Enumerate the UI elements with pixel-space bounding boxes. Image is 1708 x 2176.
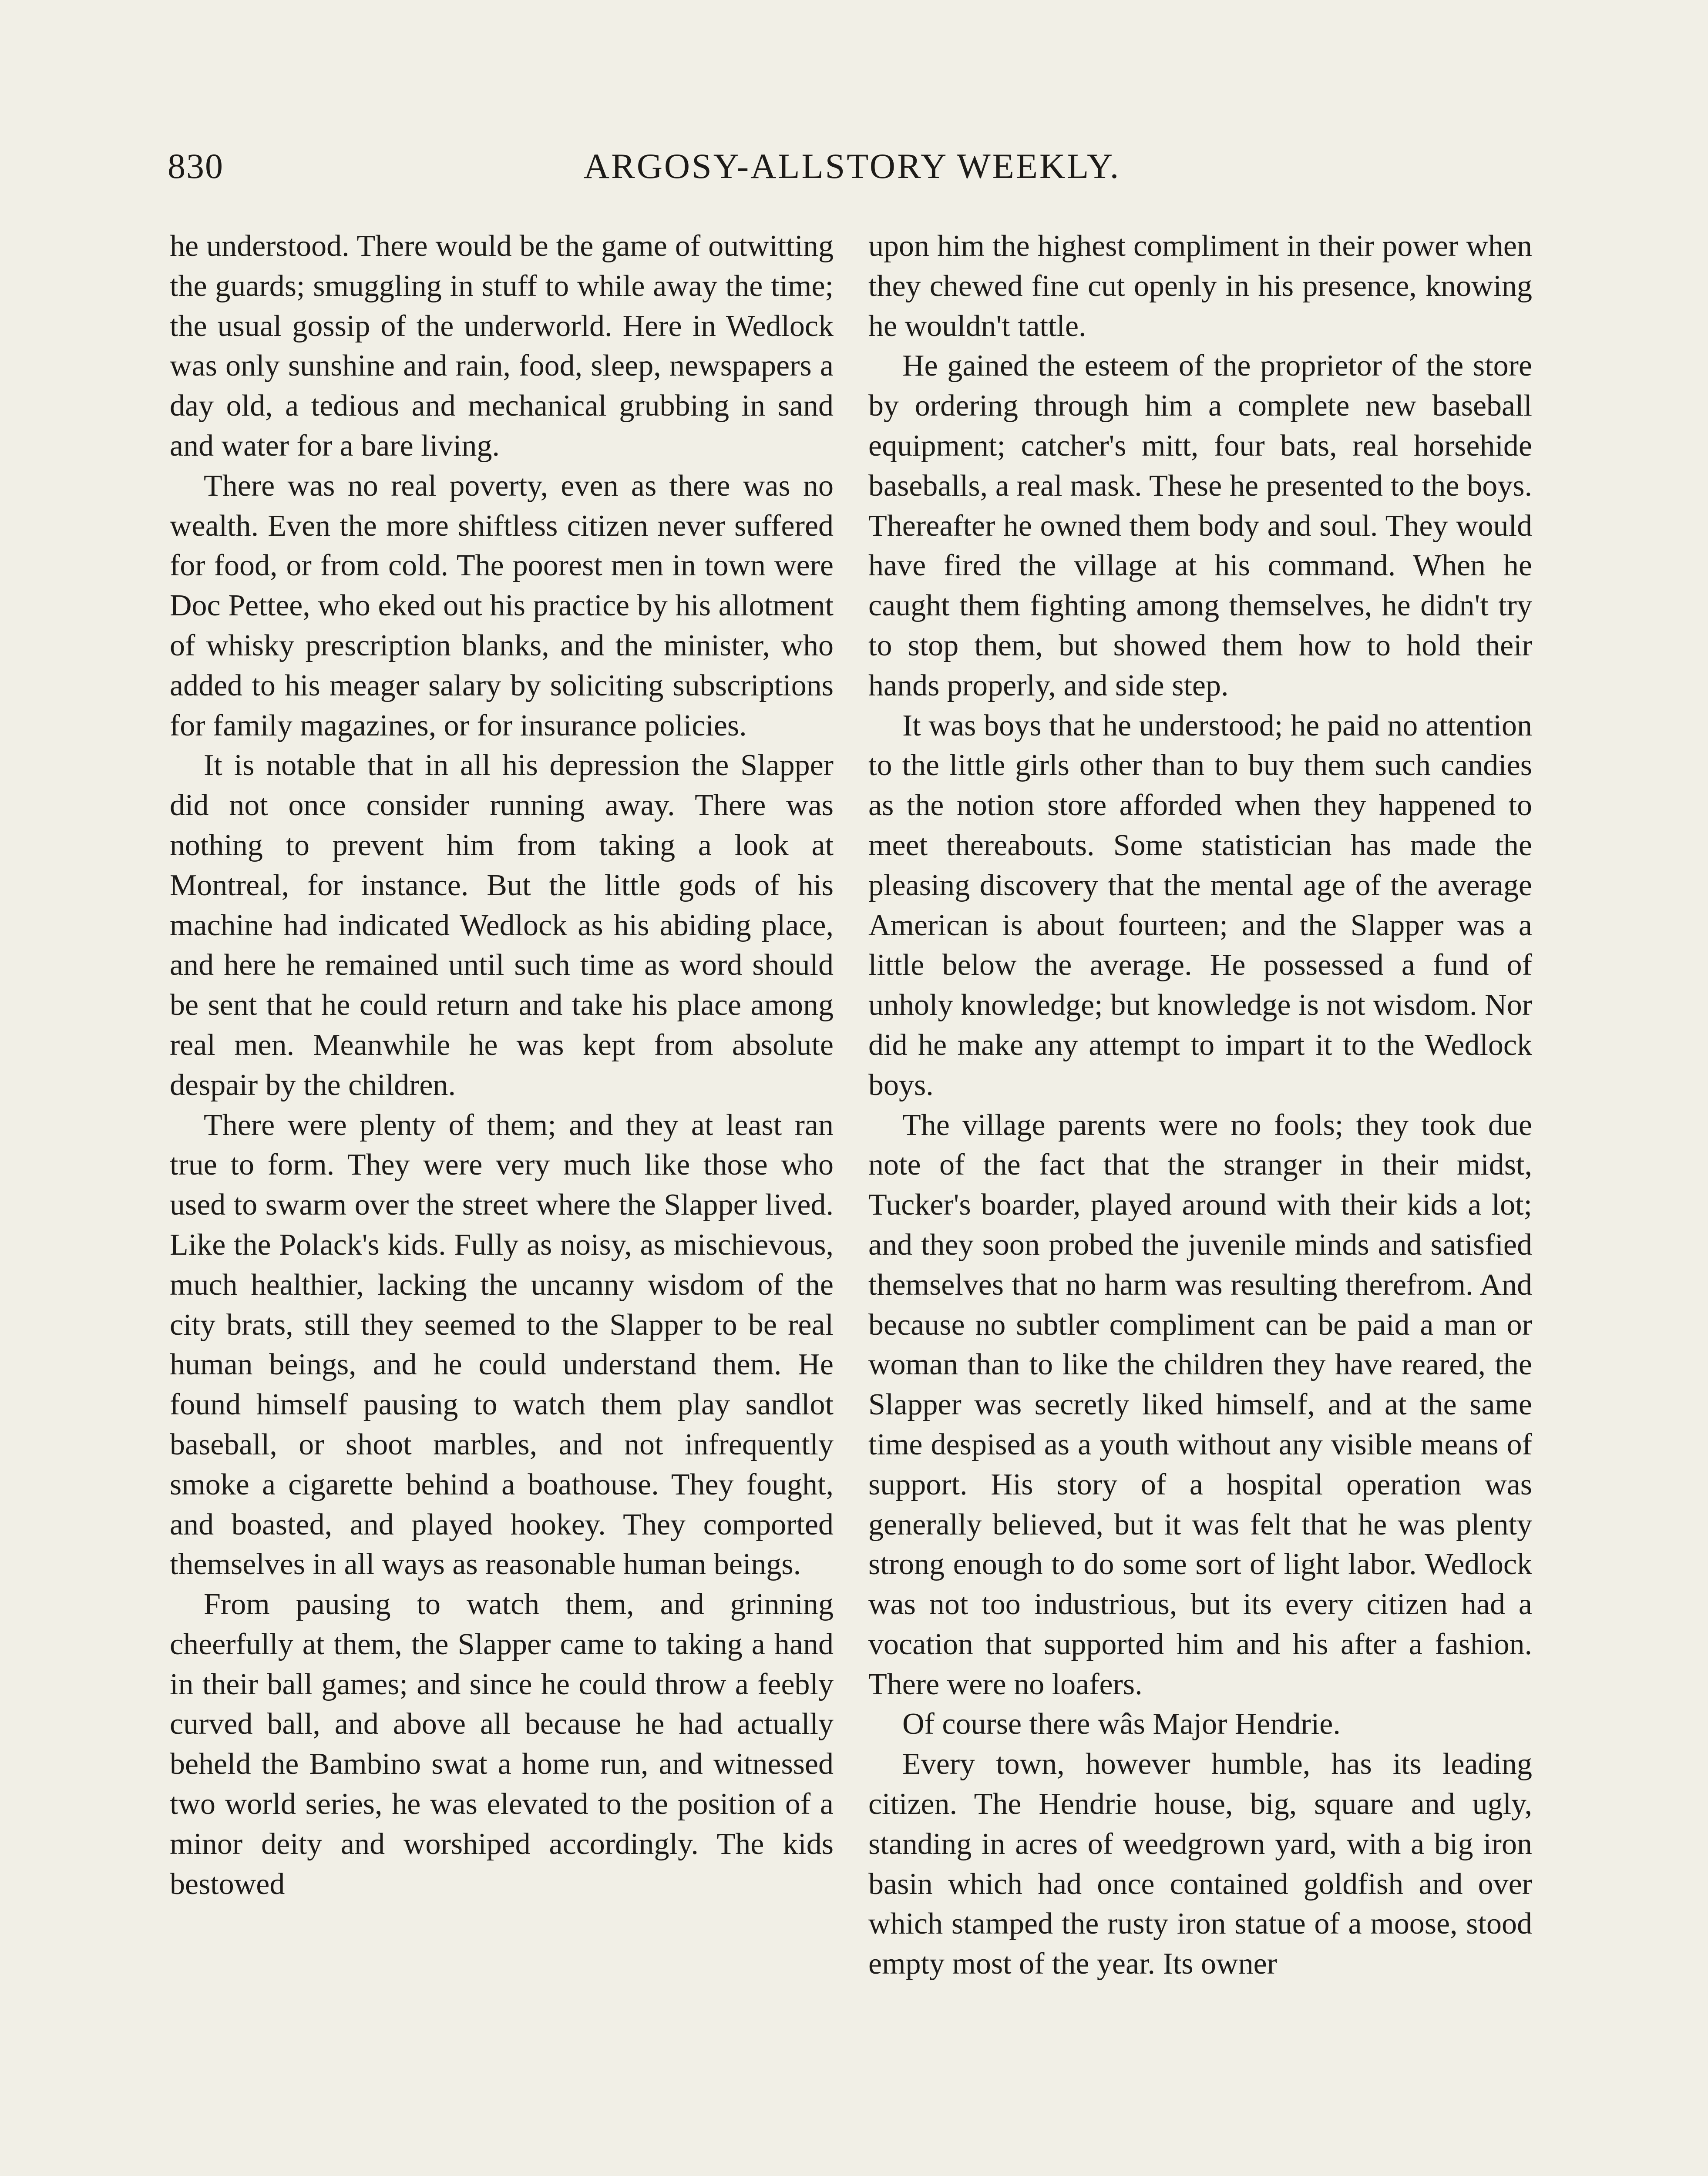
paragraph: It was boys that he understood; he paid no attention to the little girls other than to buy them such candies as the notion store afforded when they happened to meet thereabouts. Some statistician has made the pleasing discovery that the mental age of the average American is about fourteen; and the Slapper was a little below the average. He possessed a fund of unholy knowledge; but knowledge is not wisdom. Nor did he make any attempt to impart it to the Wedlock boys. [868,709,1532,1102]
paragraph: Of course there wâs Major Hendrie. [902,1707,1341,1741]
paragraph: Every town, however humble, has its leading citizen. The Hendrie house, big, square and ugly, standing in acres of weedgrown yard, with a big iron basin which had once contained goldfish and over which stamped the rusty iron statue of a moose, stood empty most of the year. Its owner [868,1747,1532,1981]
paragraph: he understood. There would be the game of outwitting the guards; smuggling in stuff to while away the time; the usual gossip of the underworld. Here in Wedlock was only sunshine and rain, food, sleep, newspapers a day old, a tedious and mechanical grubbing in sand and water for a bare living. [170,229,834,463]
paragraph: There was no real poverty, even as there was no wealth. Even the more shiftless citizen never suffered for food, or from cold. The poorest men in town were Doc Pettee, who eked out his practice by his allotment of whisky prescription blanks, and the minister, who added to his meager salary by soliciting subscriptions for family magazines, or for insurance policies. [170,469,834,742]
running-title: ARGOSY-ALLSTORY WEEKLY. [583,146,1121,186]
paragraph: He gained the esteem of the proprietor of the store by ordering through him a complete new baseball equipment; catcher's mitt, four bats, real horsehide baseballs, a real mask. These he presented to the boys. Thereafter he owned them body and soul. They would have fired the village at his command. When he caught them fighting among themselves, he didn't try to stop them, but showed them how to hold their hands properly, and side step. [868,349,1532,702]
left-column [170,226,834,1904]
paragraph: It is notable that in all his depression the Slapper did not once consider running away. There was nothing to prevent him from taking a look at Montreal, for instance. But the little gods of his machine had indicated Wedlock as his abiding place, and here he remained until such time as word should be sent that he could return and take his place among real men. Meanwhile he was kept from absolute despair by the children. [170,749,834,1102]
right-column [868,226,1532,1984]
page-number: 830 [168,146,224,186]
paragraph: upon him the highest compliment in their power when they chewed fine cut openly in his presence, knowing he wouldn't tattle. [868,229,1532,343]
paragraph: There were plenty of them; and they at least ran true to form. They were very much like those who used to swarm over the street where the Slapper lived. Like the Polack's kids. Fully as noisy, as mischievous, much healthier, lacking the uncanny wisdom of the city brats, still they seemed to the Slapper to be real human beings, and he could understand them. He found himself pausing to watch them play sandlot baseball, or shoot marbles, and not infrequently smoke a cigarette behind a boathouse. They fought, and boasted, and played hookey. They comported themselves in all ways as reasonable human beings. [170,1108,834,1582]
page-header [168,146,1537,194]
paragraph: From pausing to watch them, and grinning cheerfully at them, the Slapper came to taking a hand in their ball games; and since he could throw a feebly curved ball, and above all because he had actually beheld the Bambino swat a home run, and witnessed two world series, he was elevated to the position of a minor deity and worshiped accordingly. The kids bestowed [170,1588,834,1901]
paragraph: The village parents were no fools; they took due note of the fact that the stranger in their midst, Tucker's boarder, played around with their kids a lot; and they soon probed the juvenile minds and satisfied themselves that no harm was resulting therefrom. And because no subtler compliment can be paid a man or woman than to like the children they have reared, the Slapper was secretly liked himself, and at the same time despised as a youth without any visible means of support. His story of a hospital operation was generally believed, but it was felt that he was plenty strong enough to do some sort of light labor. Wedlock was not too industrious, but its every citizen had a vocation that supported him and his after a fashion. There were no loafers. [868,1108,1532,1701]
